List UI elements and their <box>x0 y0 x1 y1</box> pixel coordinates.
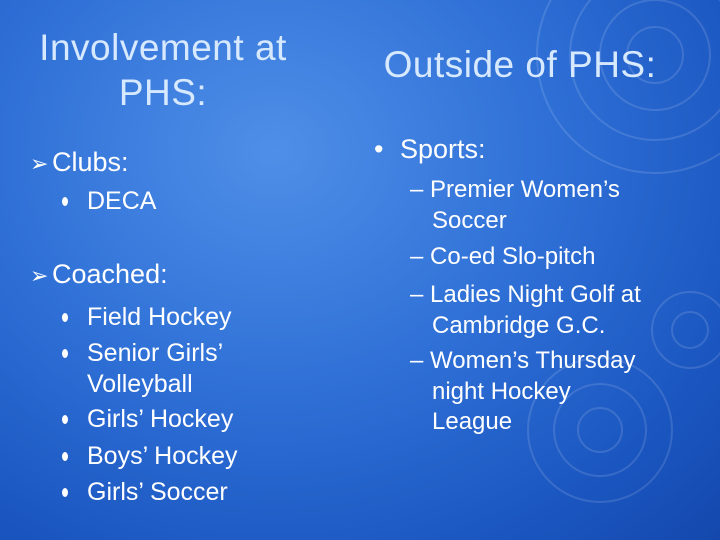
sport-item-ladies-golf: – Ladies Night Golf at <box>410 281 641 308</box>
sports-heading-label: Sports: <box>400 134 486 164</box>
sport-item-soccer: Soccer <box>432 207 507 234</box>
sport-item-cambridge: Cambridge G.C. <box>432 312 606 339</box>
coached-item-field-hockey: Field Hockey <box>87 303 232 331</box>
sport-item-coed-slopitch: – Co-ed Slo-pitch <box>410 243 596 270</box>
coached-item-boys-hockey: Boys’ Hockey <box>87 442 238 470</box>
round-bullet-icon <box>62 197 68 206</box>
round-bullet-icon <box>62 488 68 497</box>
coached-heading <box>30 258 168 292</box>
arrow-bullet-icon: ➢ <box>30 151 49 176</box>
coached-item-girls-soccer: Girls’ Soccer <box>87 478 228 506</box>
round-bullet-icon <box>62 349 68 358</box>
clubs-heading-label: Clubs: <box>52 147 129 177</box>
sport-item-premier-womens: – Premier Women’s <box>410 176 620 203</box>
clubs-heading <box>30 146 129 180</box>
left-title-line2: PHS: <box>118 72 208 113</box>
coached-heading-label: Coached: <box>52 259 168 289</box>
arrow-bullet-icon: ➢ <box>30 263 49 288</box>
sports-heading <box>374 133 486 165</box>
round-bullet-icon: • <box>374 134 384 164</box>
round-bullet-icon <box>62 452 68 461</box>
sport-item-womens-thursday: – Women’s Thursday <box>410 347 636 374</box>
round-bullet-icon <box>62 415 68 424</box>
left-title-line1: Involvement at <box>39 27 287 68</box>
club-item-deca: DECA <box>87 187 157 215</box>
left-title <box>8 25 318 115</box>
coached-item-volleyball: Volleyball <box>87 370 193 398</box>
coached-item-girls-hockey: Girls’ Hockey <box>87 405 234 433</box>
sport-item-league: League <box>432 408 513 435</box>
sport-item-night-hockey: night Hockey <box>432 378 571 405</box>
coached-item-senior-girls: Senior Girls’ <box>87 339 224 367</box>
round-bullet-icon <box>62 313 68 322</box>
right-title: Outside of PHS: <box>383 44 657 85</box>
